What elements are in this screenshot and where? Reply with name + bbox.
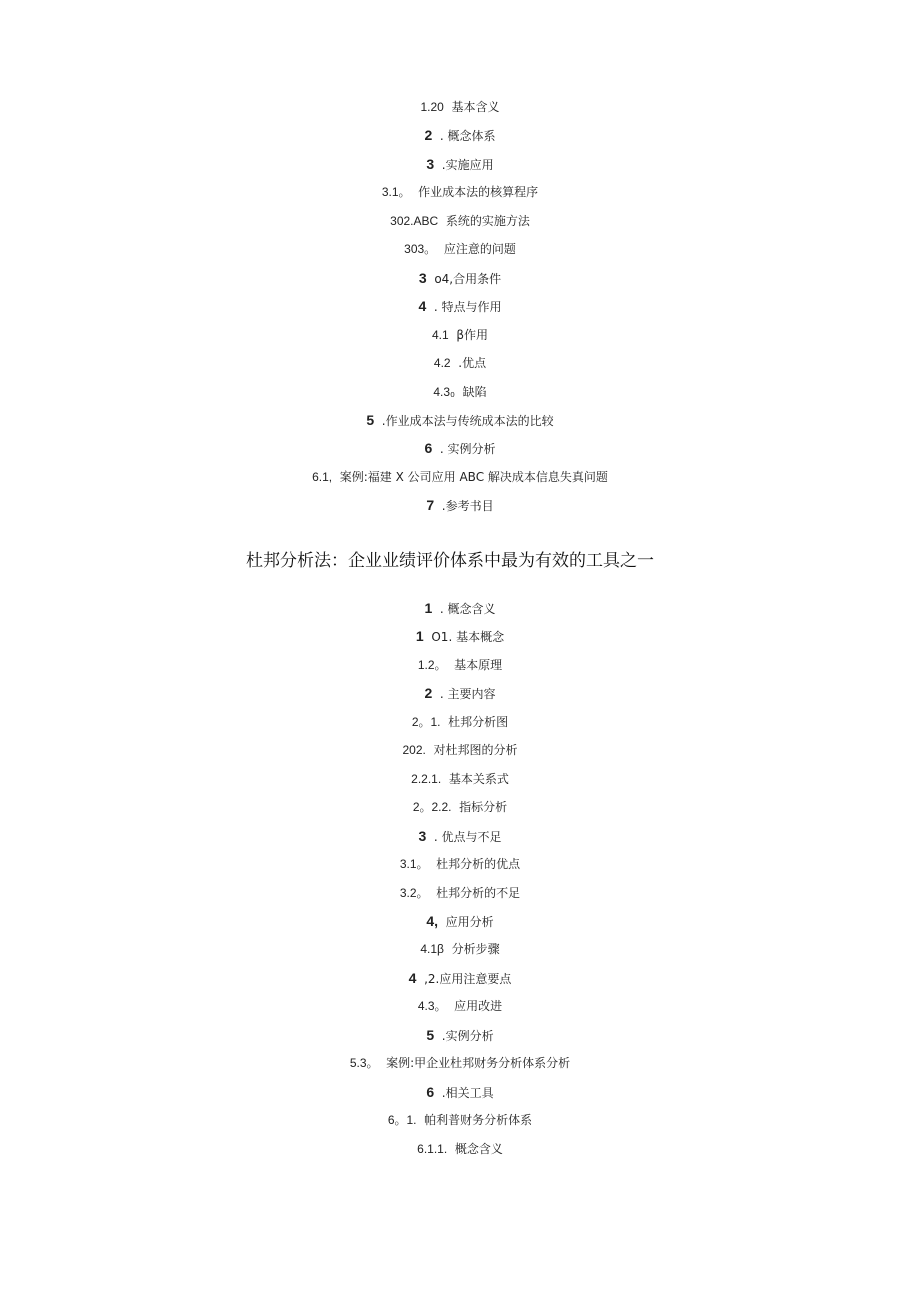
toc-entry-text: 对杜邦图的分析 xyxy=(433,743,518,758)
toc-entry-text: . 概念含义 xyxy=(439,602,496,616)
toc-entry-number: 4.2 xyxy=(433,356,451,371)
toc-entry xyxy=(0,1141,920,1157)
toc-entry xyxy=(0,657,920,673)
toc-entry-text: 杜邦分析的不足 xyxy=(436,885,521,900)
toc-entry-number: 6。1. xyxy=(387,1113,417,1128)
toc-entry xyxy=(0,941,920,957)
toc-entry-text: . 优点与不足 xyxy=(433,829,502,844)
toc-entry-text: . 主要内容 xyxy=(439,687,496,702)
toc-entry xyxy=(0,298,920,315)
toc-entry-text: 案例:福建 X 公司应用 ABC 解决成本信息失真问题 xyxy=(339,469,608,484)
toc-entry-text: 概念含义 xyxy=(454,1141,503,1156)
toc-entry xyxy=(0,412,920,429)
toc-entry xyxy=(0,327,920,343)
toc-entry-number: 4, xyxy=(426,912,439,929)
toc-entry-number: 4.3₀ xyxy=(433,384,455,399)
toc-entry xyxy=(0,828,920,845)
toc-entry-text: β作用 xyxy=(456,327,488,342)
toc-entry-number: 3 xyxy=(418,269,427,286)
toc-entry-text: o4,合用条件 xyxy=(434,271,502,286)
toc-entry-text: 帕利普财务分析体系 xyxy=(424,1113,533,1128)
toc-entry xyxy=(0,156,920,173)
toc-entry xyxy=(0,469,920,485)
toc-entry-text: 基本关系式 xyxy=(448,771,509,786)
toc-entry-text: O1. 基本概念 xyxy=(431,630,505,645)
toc-entry xyxy=(0,913,920,930)
toc-entry-number: 4.3。 xyxy=(417,999,447,1014)
toc-entry xyxy=(0,270,920,287)
toc-entry-text: 分析步骤 xyxy=(451,942,500,957)
toc-entry xyxy=(0,998,920,1014)
toc-entry-text: .参考书目 xyxy=(441,499,494,514)
toc-entry-text: .优点 xyxy=(458,356,487,371)
toc-entry-text: .作业成本法与传统成本法的比较 xyxy=(381,413,554,428)
toc-entry-text: 杜邦分析图 xyxy=(448,714,509,729)
toc-entry-number: 1.20 xyxy=(420,100,444,114)
toc-entry-text: 案例:甲企业杜邦财务分析体系分析 xyxy=(386,1056,571,1071)
toc-entry-number: 2 xyxy=(424,685,433,702)
toc-entry-number: 4 xyxy=(418,298,427,315)
toc-entry-number: 3 xyxy=(426,155,435,172)
toc-entry-number: 1.2。 xyxy=(417,657,447,672)
toc-entry-number: 6 xyxy=(426,1083,435,1100)
toc-entry xyxy=(0,885,920,901)
toc-entry-number: 5 xyxy=(426,1026,435,1043)
toc-entry xyxy=(0,241,920,257)
toc-entry-text: 应用分析 xyxy=(445,914,494,929)
toc-entry xyxy=(0,1112,920,1128)
toc-entry-text: 应用改进 xyxy=(454,999,503,1014)
toc-entry-number: 3 xyxy=(418,827,427,844)
toc-entry-text: . 实例分析 xyxy=(439,442,496,457)
toc-entry xyxy=(0,99,920,115)
toc-entry-number: 6.1, xyxy=(312,469,333,484)
toc-entry xyxy=(0,685,920,702)
toc-entry-number: 2 xyxy=(424,127,433,144)
toc-entry xyxy=(0,384,920,400)
toc-entry-text: 作业成本法的核算程序 xyxy=(418,185,539,200)
toc-entry-number: 1 xyxy=(424,600,433,616)
toc-entry-text: 杜邦分析的优点 xyxy=(436,857,521,872)
toc-entry xyxy=(0,1055,920,1071)
toc-entry-number: 2.2.1. xyxy=(411,771,442,786)
toc-entry xyxy=(0,856,920,872)
toc-entry-text: .相关工具 xyxy=(441,1085,494,1100)
toc-entry xyxy=(0,628,920,645)
toc-entry-text: . 特点与作用 xyxy=(433,300,502,315)
toc-entry-text: 指标分析 xyxy=(459,800,508,815)
toc-entry-number: 2。2.2. xyxy=(412,800,452,815)
toc-entry xyxy=(0,127,920,144)
toc-entry xyxy=(0,742,920,758)
toc-entry xyxy=(0,440,920,457)
toc-entry-number: 4.1 xyxy=(432,327,449,342)
toc-entry-number: 7 xyxy=(426,497,435,514)
toc-entry-text: 基本含义 xyxy=(451,100,500,114)
toc-entry-number: 5 xyxy=(366,411,375,428)
toc-entry xyxy=(0,771,920,787)
toc-entry-number: 5.3。 xyxy=(349,1056,379,1071)
toc-entry-number: 202. xyxy=(402,743,426,758)
toc-entry xyxy=(0,714,920,730)
toc-entry-text: .实例分析 xyxy=(441,1028,494,1043)
toc-entry-number: 3.1。 xyxy=(381,185,411,200)
toc-entry xyxy=(0,600,920,617)
toc-entry-number: 4.1β xyxy=(420,942,444,957)
toc-entry-text: 系统的实施方法 xyxy=(445,213,530,228)
toc-entry-number: 1 xyxy=(415,628,424,645)
toc-entry-number: 6.1.1. xyxy=(417,1141,448,1156)
toc-entry-text: .实施应用 xyxy=(441,157,494,172)
toc-entry xyxy=(0,970,920,987)
toc-entry-text: ,2.应用注意要点 xyxy=(424,971,512,986)
toc-entry-number: 303。 xyxy=(404,242,437,257)
toc-entry-text: 应注意的问题 xyxy=(443,242,516,257)
toc-entry xyxy=(0,1084,920,1101)
toc-entry xyxy=(0,213,920,229)
toc-entry-text: 缺陷 xyxy=(462,384,487,399)
section-heading: 杜邦分析法：企业业绩评价体系中最为有效的工具之一 xyxy=(246,551,654,571)
toc-entry xyxy=(0,799,920,815)
toc-entry xyxy=(0,1027,920,1044)
toc-entry xyxy=(0,497,920,514)
toc-entry-text: 基本原理 xyxy=(454,657,503,672)
toc-entry-text: . 概念体系 xyxy=(439,129,496,144)
toc-entry-number: 4 xyxy=(408,969,417,986)
toc-entry xyxy=(0,355,920,371)
toc-entry-number: 2。1. xyxy=(411,714,441,729)
toc-entry-number: 6 xyxy=(424,440,433,457)
toc-entry xyxy=(0,184,920,200)
toc-entry-number: 3.2。 xyxy=(399,885,429,900)
toc-entry-number: 3.1。 xyxy=(399,857,429,872)
toc-entry-number: 302.ABC xyxy=(390,213,439,228)
